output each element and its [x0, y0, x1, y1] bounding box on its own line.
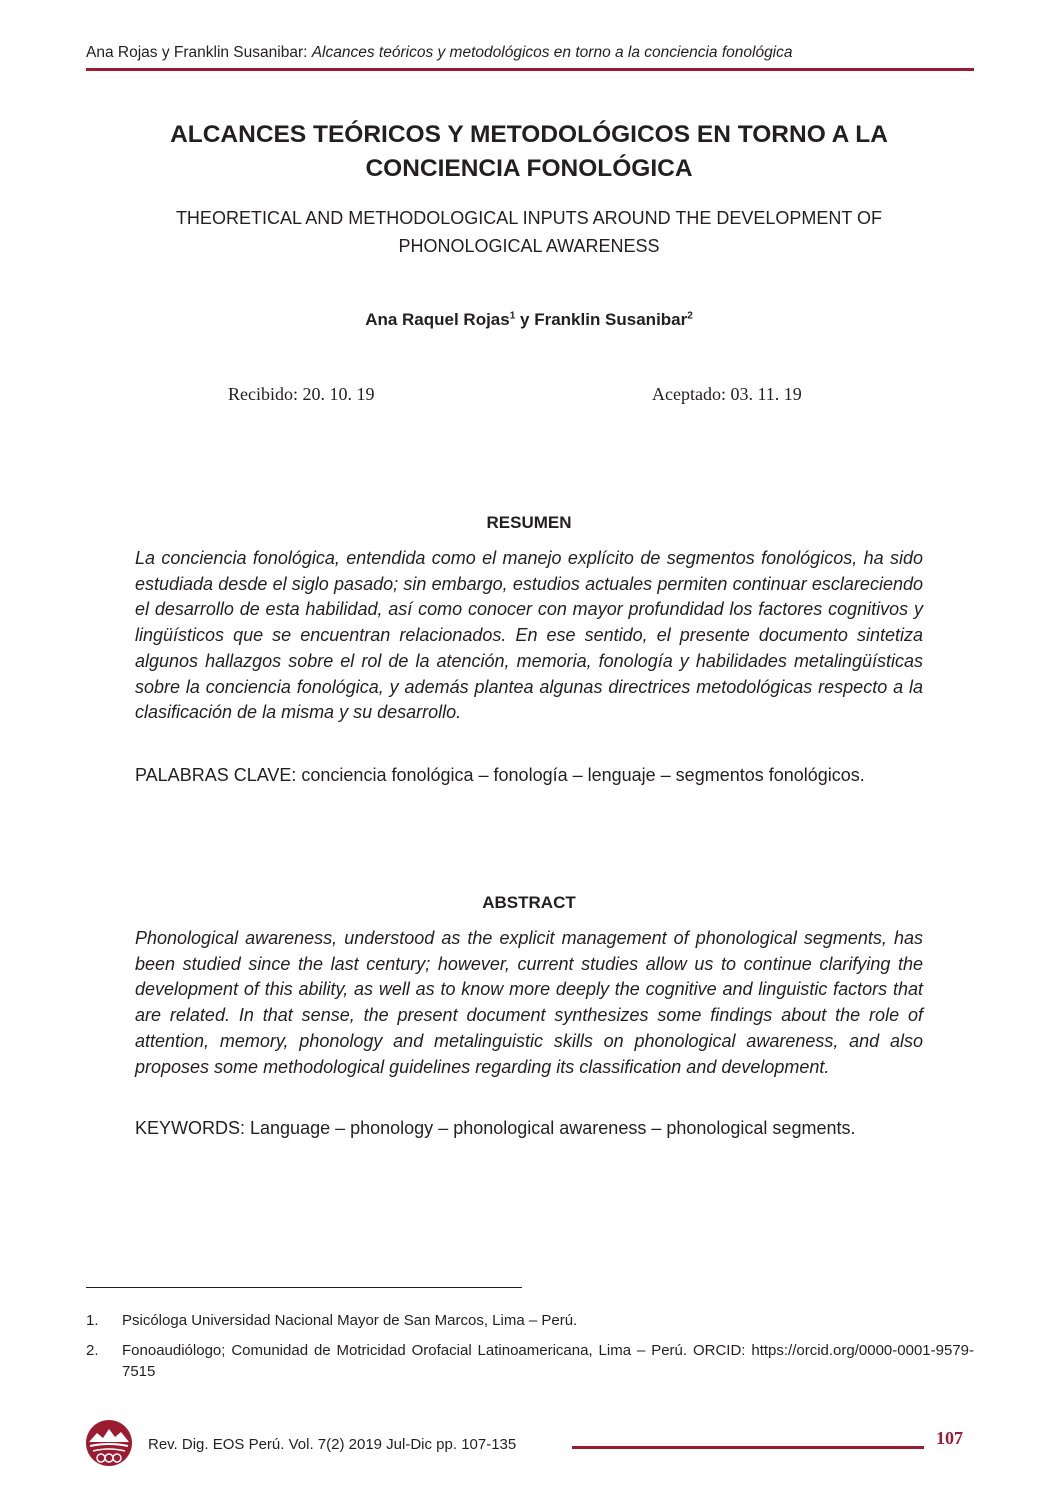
received-date: Recibido: 20. 10. 19	[228, 384, 375, 404]
author-2: Franklin Susanibar	[534, 310, 688, 329]
accepted-date: Aceptado: 03. 11. 19	[652, 384, 802, 404]
running-head-authors: Ana Rojas y Franklin Susanibar:	[86, 44, 312, 61]
footnote-divider	[86, 1287, 522, 1288]
journal-citation: Rev. Dig. EOS Perú. Vol. 7(2) 2019 Jul-Dic pp. 107-135	[148, 1436, 517, 1453]
title-line-2: CONCIENCIA FONOLÓGICA	[365, 155, 693, 182]
author-1-footnote-mark[interactable]: 1	[509, 310, 516, 322]
abstract-heading: ABSTRACT	[482, 893, 576, 912]
footnote-1-number: 1.	[86, 1312, 99, 1329]
footnote-1	[86, 1310, 974, 1332]
article-title-english	[100, 204, 958, 260]
author-connector: y	[515, 310, 535, 329]
english-title-line-2: PHONOLOGICAL AWARENESS	[398, 236, 660, 256]
author-1: Ana Raquel Rojas	[365, 310, 510, 329]
author-line	[100, 310, 958, 330]
footer-rule	[572, 1446, 924, 1449]
footnote-1-text: Psicóloga Universidad Nacional Mayor de San Marcos, Lima – Perú.	[122, 1312, 578, 1329]
footnote-2-text[interactable]: Fonoaudiólogo; Comunidad de Motricidad Orofacial Latinoamericana, Lima – Perú. ORCID: https://orcid.org/0000-0001-9579-7515	[122, 1342, 974, 1380]
title-line-1: ALCANCES TEÓRICOS Y METODOLÓGICOS EN TORNO A LA	[170, 121, 888, 148]
article-title	[100, 118, 958, 186]
page-number: 107	[936, 1428, 963, 1448]
footnote-2-number: 2.	[86, 1342, 99, 1359]
running-head	[86, 44, 974, 62]
resumen-heading: RESUMEN	[486, 513, 572, 532]
abstract-keywords: KEYWORDS: Language – phonology – phonological awareness – phonological segments.	[135, 1118, 856, 1138]
resumen-text: La conciencia fonológica, entendida como el manejo explícito de segmentos fonológicos, ha sido estudiada desde el siglo pasado; sin embargo, estudios actuales permiten continuar esclareciendo el desarrollo de esta habilidad, así como conocer con mayor profundidad los factores cognitivos y lingüísticos que se encuentran relacionados. En ese sentido, el presente documento sintetiza algunos hallazgos sobre el rol de la atención, memoria, fonología y habilidades metalingüísticas sobre la conciencia fonológica, y además plantea algunas directrices metodológicas respecto a la clasificación de la misma y su desarrollo.	[135, 548, 923, 723]
journal-logo-icon	[84, 1418, 134, 1468]
author-2-footnote-mark[interactable]: 2	[687, 310, 693, 322]
resumen-keywords: PALABRAS CLAVE: conciencia fonológica – fonología – lenguaje – segmentos fonológicos.	[135, 765, 865, 785]
abstract-text: Phonological awareness, understood as the explicit management of phonological segments, has been studied since the last century; however, current studies allow us to continue clarifying the development of this ability, as well as to know more deeply the cognitive and linguistic factors that are related. In that sense, the present document synthesizes some findings about the role of attention, memory, phonology and metalinguistic skills on phonological awareness, and also proposes some methodological guidelines regarding its classification and development.	[135, 928, 923, 1077]
header-rule	[86, 68, 974, 71]
running-head-title: Alcances teóricos y metodológicos en torno a la conciencia fonológica	[311, 44, 793, 61]
footnote-2	[86, 1340, 974, 1384]
english-title-line-1: THEORETICAL AND METHODOLOGICAL INPUTS AROUND THE DEVELOPMENT OF	[175, 208, 883, 228]
